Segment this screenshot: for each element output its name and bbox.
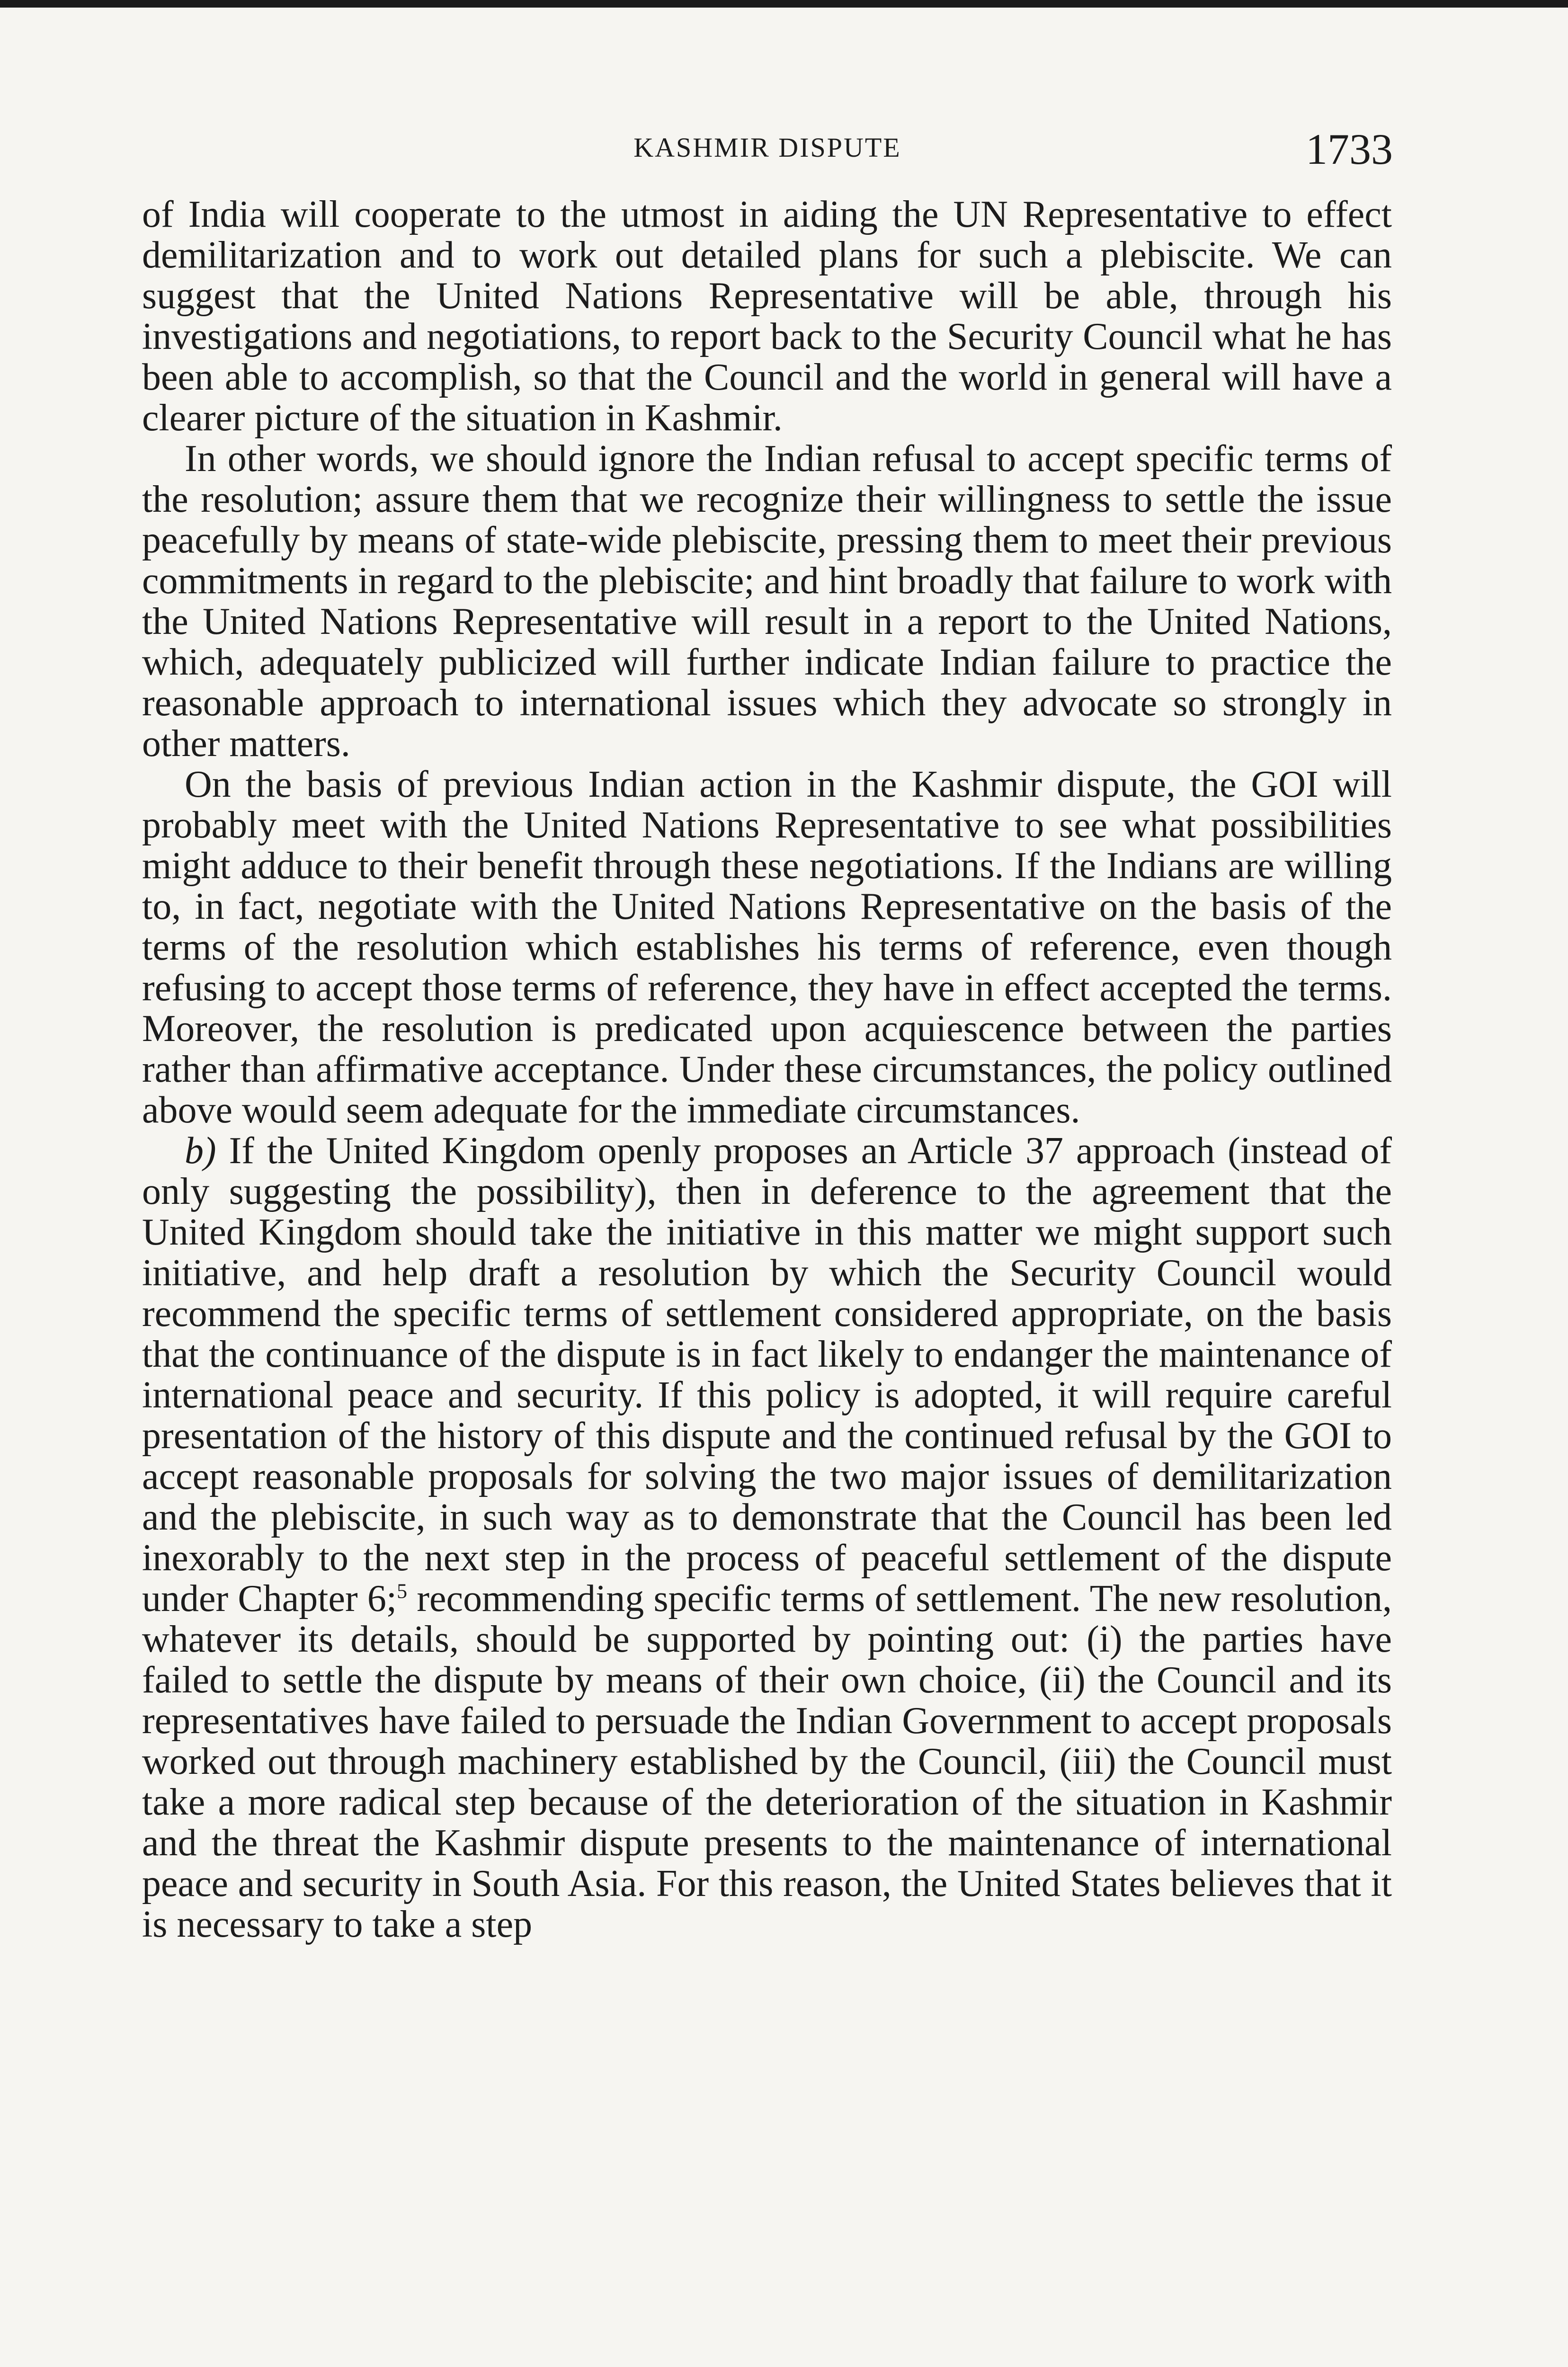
- paragraph-continuation: of India will cooperate to the utmost in aiding the UN Representative to effect demilitarization and to work out detailed plans for such a plebiscite. We can suggest that the United Nations Representative will be able, through his investigations and negotiations, to report back to the Security Council what he has been able to accomplish, so that the Council and the world in general will have a clearer picture of the situation in Kashmir.: [142, 194, 1392, 439]
- page-number: 1733: [1306, 125, 1393, 173]
- paragraph-ignore-refusal: In other words, we should ignore the Indian refusal to accept specific terms of the resolution; assure them that we recognize their willingness to settle the issue peacefully by means of state-wide plebiscite, pressing them to meet their previous commitments in regard to the plebiscite; and hint broadly that failure to work with the United Nations Representative will result in a report to the United Nations, which, adequately publicized will further indicate Indian failure to practice the reasonable approach to international issues which they advocate so strongly in other matters.: [142, 438, 1392, 765]
- paragraph-b-article-37: [142, 1130, 1392, 1945]
- running-title: KASHMIR DISPUTE: [633, 132, 901, 163]
- body-text: [142, 194, 1392, 1945]
- paragraph-marker: b): [185, 1130, 216, 1172]
- running-header: [142, 124, 1393, 173]
- paragraph-b-text-part-2: recommending specific terms of settlement. The new resolution, whatever its details, should be supported by pointing out: (i) the parties have failed to settle the dispute by means of their own choice, (ii) the Council and its representatives have failed to persuade the Indian Government to accept proposals worked out through machinery established by the Council, (iii) the Council must take a more radical step because of the deterioration of the situation in Kashmir and the threat the Kashmir dispute presents to the maintenance of international peace and security in South Asia. For this reason, the United States believes that it is necessary to take a step: [142, 1578, 1392, 1945]
- top-edge-rule: [0, 0, 1568, 8]
- paragraph-goi-basis: On the basis of previous Indian action in the Kashmir dispute, the GOI will probably meet with the United Nations Representative to see what possibilities might adduce to their benefit through these negotiations. If the Indians are willing to, in fact, negotiate with the United Nations Representative on the basis of the terms of the resolution which establishes his terms of reference, even though refusing to accept those terms of reference, they have in effect accepted the terms. Moreover, the resolution is predicated upon acquiescence between the parties rather than affirmative acceptance. Under these circumstances, the policy outlined above would seem adequate for the immediate circumstances.: [142, 764, 1392, 1131]
- footnote-reference: 5: [397, 1579, 408, 1603]
- paragraph-b-text-part-1: If the United Kingdom openly proposes an Article 37 approach (instead of only suggesting the possibility), then in deference to the agreement that the United Kingdom should take the initiative in this matter we might support such initiative, and help draft a resolution by which the Security Council would recommend the specific terms of settlement considered appropriate, on the basis that the continuance of the dispute is in fact likely to endanger the maintenance of international peace and security. If this policy is adopted, it will require careful presentation of the history of this dispute and the continued refusal by the GOI to accept reasonable proposals for solving the two major issues of demilitarization and the plebiscite, in such way as to demonstrate that the Council has been led inexorably to the next step in the process of peaceful settlement of the dispute under Chapter 6;: [142, 1130, 1392, 1620]
